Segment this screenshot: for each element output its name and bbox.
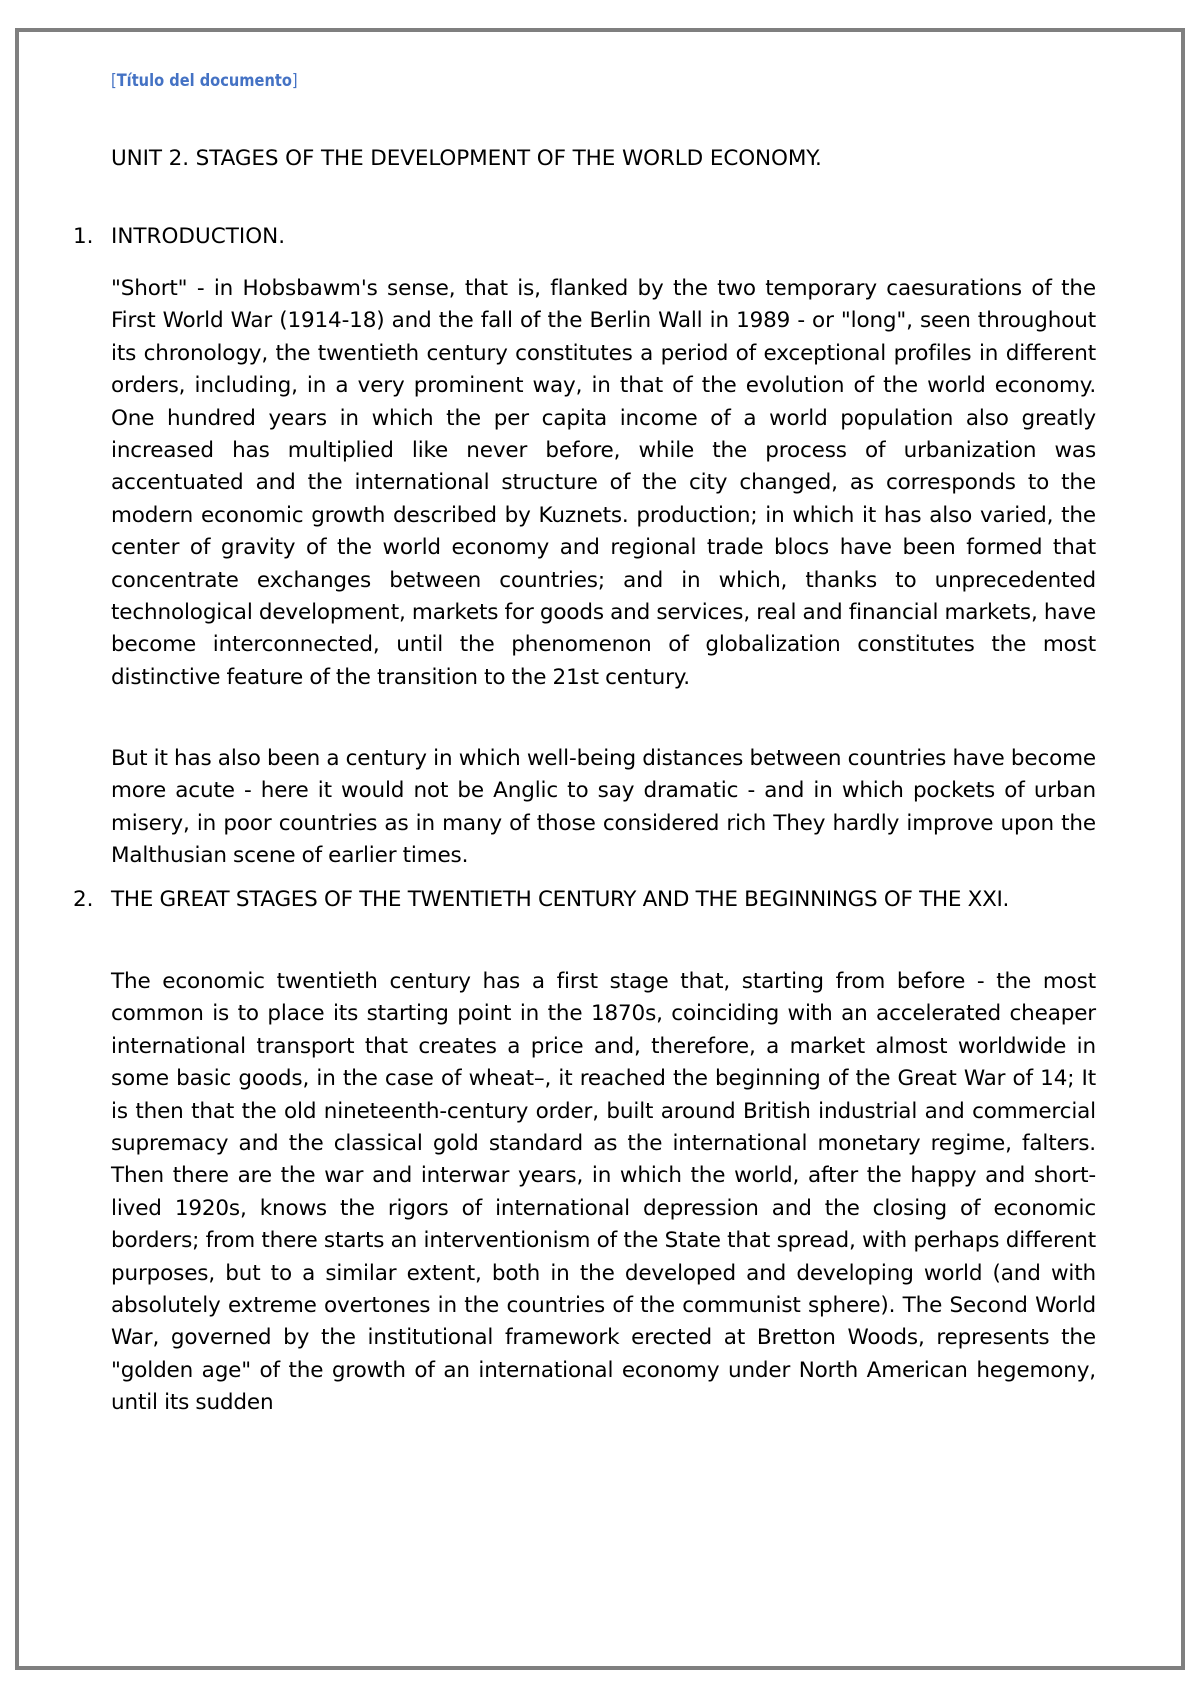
paragraph-great-stages-1: The economic twentieth century has a first stage that, starting from before - the most common is to place its starting point in the 1870s, coinciding with an accelerated cheaper international transport that creates a price and, therefore, a market almost worldwide in some basic goods, in the case of wheat–, it reached the beginning of the Great War of 14; It is then that the old nineteenth-century order, built around British industrial and commercial supremacy and the classical gold standard as the international monetary regime, falters. Then there are the war and interwar years, in which the world, after the happy and short-lived 1920s, knows the rigors of international depression and the closing of economic borders; from there starts an interventionism of the State that spread, with perhaps different purposes, but to a similar extent, both in the developed and developing world (and with absolutely extreme overtones in the countries of the communist sphere). The Second World War, governed by the institutional framework erected at Bretton Woods, represents the "golden age" of the growth of an international economy under North American hegemony, until its sudden — [111, 969, 1096, 1416]
paragraph-introduction-1: "Short" - in Hobsbawm's sense, that is, flanked by the two temporary caesurations of the First World War (1914-18) and the fall of the Berlin Wall in 1989 - or "long", seen throughout its chronology, the twentieth century constitutes a period of exceptional profiles in different orders, including, in a very prominent way, in that of the evolution of the world economy. One hundred years in which the per capita income of a world population also greatly increased has multiplied like never before, while the process of urbanization was accentuated and the international structure of the city changed, as corresponds to the modern economic growth described by Kuznets. production; in which it has also varied, the center of gravity of the world economy and regional trade blocs have been formed that concentrate exchanges between countries; and in which, thanks to unprecedented technological development, markets for goods and services, real and financial markets, have become interconnected, until the phenomenon of globalization constitutes the most distinctive feature of the transition to the 21st century. — [111, 276, 1096, 690]
title-open-bracket: [ — [111, 71, 117, 91]
document-title-placeholder[interactable] — [111, 71, 298, 91]
title-placeholder-text: Título del documento — [116, 71, 292, 91]
unit-title: UNIT 2. STAGES OF THE DEVELOPMENT OF THE WORLD ECONOMY. — [111, 146, 822, 171]
paragraph-introduction-2: But it has also been a century in which well-being distances between countries have become more acute - here it would not be Anglic to say dramatic - and in which pockets of urban misery, in poor countries as in many of those considered rich They hardly improve upon the Malthusian scene of earlier times. — [111, 746, 1096, 869]
title-close-bracket: ] — [291, 71, 298, 91]
section-heading-text: INTRODUCTION. — [111, 224, 286, 249]
section-number: 1. — [73, 224, 94, 249]
section-heading-text: THE GREAT STAGES OF THE TWENTIETH CENTURY AND THE BEGINNINGS OF THE XXI. — [111, 887, 1010, 912]
section-number: 2. — [73, 887, 94, 912]
section-heading-introduction — [73, 221, 1096, 253]
section-heading-great-stages — [73, 884, 1096, 916]
